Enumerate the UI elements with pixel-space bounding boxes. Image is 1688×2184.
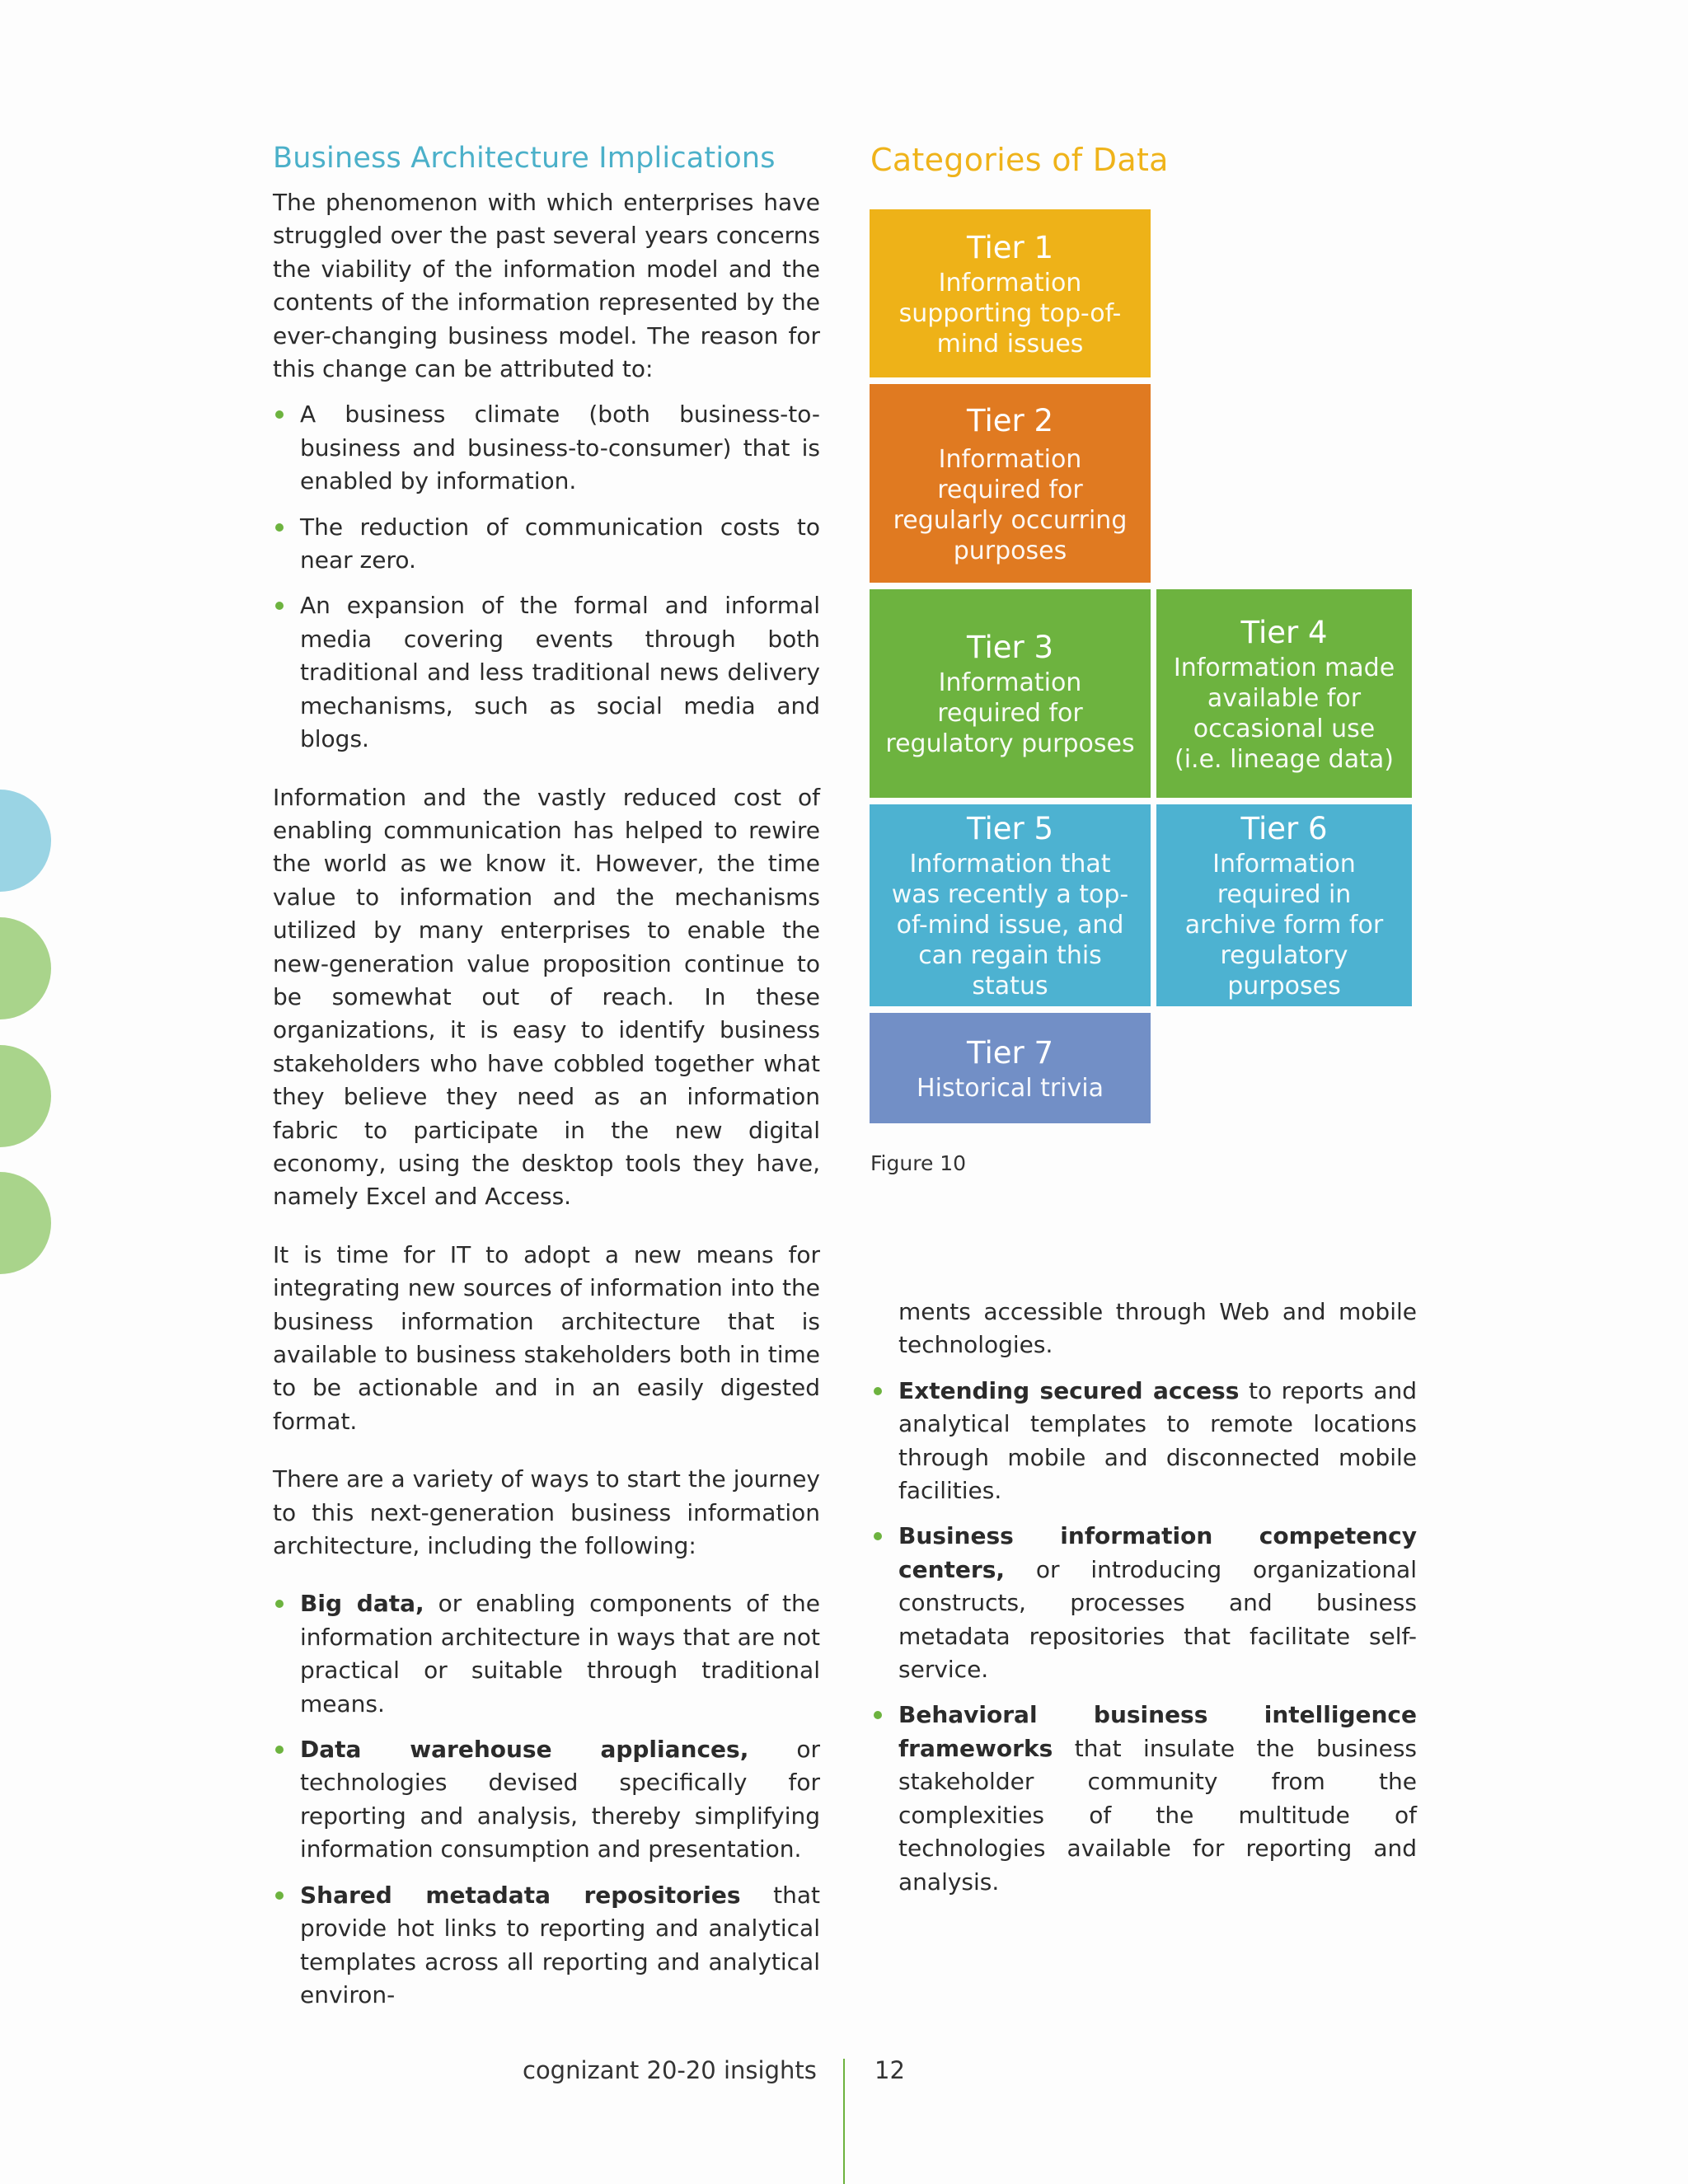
footer-divider — [843, 2059, 845, 2184]
decorative-circle-green — [0, 1045, 51, 1147]
tier-description: Information made available for occasional use (i.e. lineage data) — [1173, 653, 1395, 774]
list-item: Behavioral business intelligence frameworks that insulate the business stakeholder community from the complexities of the multitude of technologies available for reporting and analysis. — [871, 1699, 1417, 1898]
tier-1-box — [870, 209, 1151, 377]
figure-title: Categories of Data — [870, 142, 1169, 178]
tier-name: Tier 7 — [966, 1034, 1054, 1071]
tier-name: Tier 6 — [1240, 811, 1328, 846]
tier-name: Tier 5 — [966, 811, 1054, 846]
tier-name: Tier 2 — [966, 402, 1054, 438]
list-item: The reduction of communication costs to near zero. — [273, 511, 820, 578]
figure-caption: Figure 10 — [870, 1151, 967, 1175]
tier-description: Information required for regularly occurring purposes — [893, 444, 1128, 565]
section-heading: Business Architecture Implications — [273, 142, 776, 175]
intro-paragraph: The phenomenon with which enterprises have struggled over the past several years concerns the viability of the information model and the contents of the information represented by the ever-changing business model. The reason for this change can be attributed to: — [273, 189, 820, 383]
list-item: Extending secured access to reports and analytical templates to remote locations through mobile and disconnected mobile facilities. — [871, 1375, 1417, 1508]
page-number: 12 — [874, 2056, 905, 2084]
tier-3-box — [870, 589, 1151, 798]
bullet-icon — [275, 1746, 284, 1754]
decorative-circle-blue — [0, 790, 51, 892]
list-item: Data warehouse appliances, or technologies devised specifically for reporting and analysis, thereby simplifying information consumption and presentation. — [273, 1733, 820, 1867]
approaches-list-continued — [871, 1375, 1417, 1899]
bullet-icon — [874, 1532, 882, 1540]
list-item: Business information competency centers, or introducing organizational constructs, processes and business metadata repositories that facilitate self-service. — [871, 1520, 1417, 1686]
list-item: An expansion of the formal and informal media covering events through both traditional and less traditional news delivery mechanisms, such as social media and blogs. — [273, 589, 820, 756]
body-paragraph: There are a variety of ways to start the journey to this next-generation business information architecture, including the following: — [273, 1465, 820, 1560]
bullet-icon — [275, 523, 284, 532]
list-item: Shared metadata repositories that provide hot links to reporting and analytical templates across all reporting and analytical environ- — [273, 1879, 820, 2013]
bullet-icon — [275, 602, 284, 610]
tier-description: Historical trivia — [917, 1073, 1104, 1103]
bullet-icon — [874, 1711, 882, 1719]
body-paragraph: Information and the vastly reduced cost of enabling communication has helped to rewire the world as we know it. However, the time value to information and the mechanisms utilized by many enterprises to enable the new-generation value proposition continue to be somewhat out of reach. In these organizations, it is easy to identify business stakeholders who have cobbled together what they believe they need as an information fabric to participate in the new digital economy, using the desktop tools they have, namely Excel and Access. — [273, 783, 820, 1211]
list-item: Big data, or enabling components of the information architecture in ways that are not practical or suitable through traditional means. — [273, 1587, 820, 1721]
footer-publication: cognizant 20-20 insights — [523, 2056, 817, 2084]
decorative-circle-green — [0, 1172, 51, 1274]
tier-description: Information required for regulatory purposes — [885, 668, 1135, 758]
tier-name: Tier 4 — [1240, 614, 1328, 650]
tier-name: Tier 3 — [966, 630, 1054, 665]
tier-7-box — [870, 1013, 1151, 1123]
tier-6-box — [1156, 804, 1412, 1006]
decorative-circle-green — [0, 917, 51, 1019]
tier-2-box — [870, 384, 1151, 583]
tier-description: Information that was recently a top-of-mind issue, and can regain this status — [891, 850, 1129, 1001]
list-item: A business climate (both business-to-business and business-to-consumer) that is enabled by information. — [273, 398, 820, 498]
left-column — [273, 142, 820, 2036]
bullet-icon — [874, 1387, 882, 1395]
bullet-icon — [275, 410, 284, 419]
continued-text: ments accessible through Web and mobile technologies. — [898, 1298, 1417, 1359]
tier-4-box — [1156, 589, 1412, 798]
body-paragraph: It is time for IT to adopt a new means for integrating new sources of information into the business information architecture that is available to business stakeholders both in time to be actionable and in an easily digested format. — [273, 1240, 820, 1435]
tier-5-box — [870, 804, 1151, 1006]
causes-list — [273, 398, 820, 756]
tier-description: Information supporting top-of-mind issues — [898, 268, 1122, 359]
tier-description: Information required in archive form for regulatory purposes — [1184, 850, 1384, 1001]
bullet-icon — [275, 1891, 284, 1900]
bullet-icon — [275, 1600, 284, 1608]
tier-name: Tier 1 — [966, 229, 1054, 265]
approaches-list — [273, 1587, 820, 2012]
right-column — [871, 1296, 1417, 1924]
